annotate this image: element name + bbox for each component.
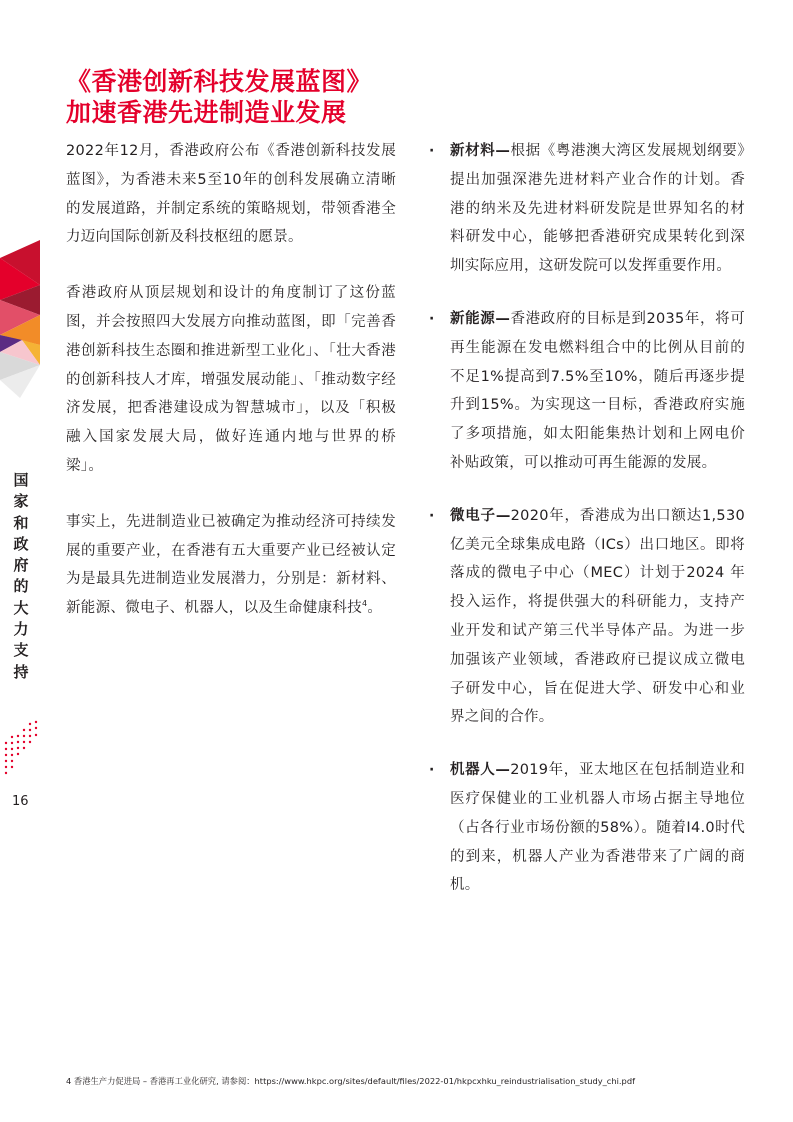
title-line-1: 《香港创新科技发展蓝图》	[66, 67, 373, 96]
paragraph: 香港政府从顶层规划和设计的角度制订了这份蓝图，并会按照四大发展方向推动蓝图，即「完善香港创新科技生态圈和推进新型工业化」、「壮大香港的创新科技人才库，增强发展动能」、「推动数字经济发展，把香港建设成为智慧城市」，以及「积极融入国家发展大局，做好连通内地与世界的桥梁」。	[66, 285, 396, 474]
bullet-text: 2020年，香港成为出口额达1,530亿美元全球集成电路（ICs）出口地区。即将落成的微电子中心（MEC）计划于2024 年投入运作，将提供强大的科研能力，支持产业开发和试产第三代半导体产品。为进一步加强该产业领域，香港政府已提议成立微电子研发中心，旨在促进大学、研发中心和业界之间的合作。	[450, 507, 745, 726]
decorative-triangle-graphic	[0, 240, 44, 400]
footnote-reference: 4	[362, 599, 368, 609]
list-item	[425, 137, 745, 281]
list-item	[425, 756, 745, 900]
paragraph-text: 事实上，先进制造业已被确定为推动经济可持续发展的重要产业，在香港有五大重要产业已经被认定为是最具先进制造业发展潜力，分别是：新材料、新能源、微电子、机器人，以及生命健康科技	[66, 513, 396, 617]
page-title	[66, 66, 426, 128]
list-item	[425, 305, 745, 478]
paragraph: 2022年12月，香港政府公布《香港创新科技发展蓝图》，为香港未来5至10年的创科发展确立清晰的发展道路，并制定系统的策略规划，带领香港全力迈向国际创新及科技枢纽的愿景。	[66, 143, 396, 246]
bullet-term: 机器人—	[450, 762, 511, 779]
bullet-icon: ·	[429, 143, 435, 159]
bullet-icon: ·	[429, 507, 435, 524]
bullet-text: 香港政府的目标是到2035年，将可再生能源在发电燃料组合中的比例从目前的不足1%提高到7.5%至10%，随后再逐步提升到15%。为实现这一目标，香港政府实施了多项措施，如太阳能集热计划和上网电价补贴政策，可以推动可再生能源的发展。	[450, 310, 746, 471]
bullet-text: 2019年，亚太地区在包括制造业和医疗保健业的工业机器人市场占据主导地位（占各行业市场份额的58%）。随着I4.0时代的到来，机器人产业为香港带来了广阔的商机。	[450, 762, 746, 894]
right-column	[425, 137, 745, 924]
bullet-text: 根据《粤港澳大湾区发展规划纲要》提出加强深港先进材料产业合作的计划。香港的纳米及先进材料研发院是世界知名的材料研发中心，能够把香港研究成果转化到深圳实际应用，这研发院可以发挥重要作用。	[450, 143, 745, 275]
section-side-label: 国家和政府的大力支持	[13, 471, 29, 681]
decorative-dot-pattern	[0, 720, 44, 780]
bullet-term: 微电子—	[450, 507, 511, 524]
bullet-icon: ·	[429, 762, 435, 779]
left-column	[66, 137, 396, 650]
paragraph	[66, 508, 396, 623]
bullet-term: 新材料—	[450, 143, 511, 159]
paragraph-period: 。	[367, 600, 383, 617]
page-number: 16	[12, 794, 29, 809]
title-line-2: 加速香港先进制造业发展	[66, 98, 347, 127]
footnote: 4 香港生产力促进局 – 香港再工业化研究, 请参阅：https://www.hkpc.org/sites/default/files/2022-01/hkpcxhku_reindustrialisation_study_chi.pdf	[66, 1076, 636, 1086]
bullet-term: 新能源—	[450, 310, 511, 327]
list-item	[425, 502, 745, 732]
bullet-icon: ·	[429, 310, 435, 327]
